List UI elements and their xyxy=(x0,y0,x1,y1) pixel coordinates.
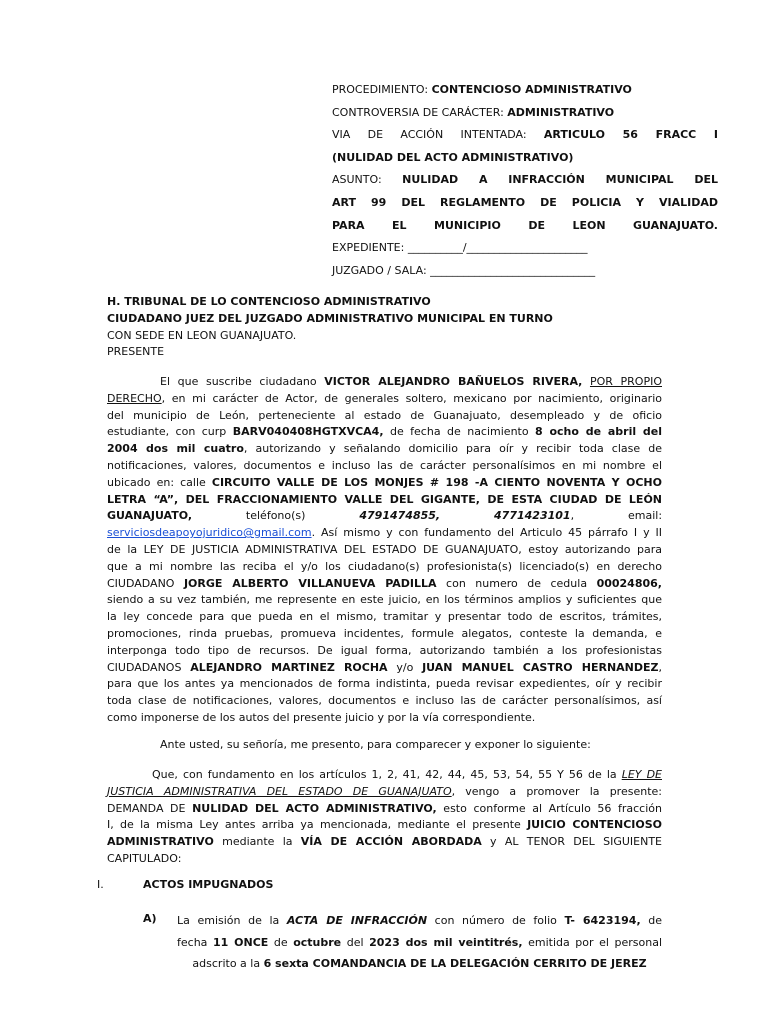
case-header xyxy=(332,79,718,282)
p1-line: toda clase de notificaciones, valores, documentos e incluso las de carácter personalísimos, así xyxy=(107,694,662,708)
court-line-3: CON SEDE EN LEON GUANAJUATO. xyxy=(107,328,297,342)
paragraph-appearance: Ante usted, su señoría, me presento, para comparecer y exponer lo siguiente: xyxy=(160,738,591,751)
section-title: ACTOS IMPUGNADOS xyxy=(143,878,274,891)
p3-line: Que, con fundamento en los artículos 1, 2, 41, 42, 44, 45, 53, 54, 55 Y 56 de la LEY DE xyxy=(152,768,662,781)
p1-line: del municipio de León, perteneciente al estado de Guanajuato, desempleado y de oficio xyxy=(107,408,662,422)
p1-line: que a mi nombre las reciba el y/o los ciudadano(s) profesionista(s) licenciado(s) en derecho xyxy=(107,559,662,573)
court-line-2: CIUDADANO JUEZ DEL JUZGADO ADMINISTRATIVO MUNICIPAL EN TURNO xyxy=(107,311,553,325)
p1-line: la ley concede para que pueda en el mismo, tramitar y presentar todo de escritos, trámites, xyxy=(107,610,662,624)
item-a-text xyxy=(177,910,662,975)
p3-line: DEMANDA DE NULIDAD DEL ACTO ADMINISTRATIVO, esto conforme al Artículo 56 fracción xyxy=(107,801,662,815)
expediente-line: EXPEDIENTE: __________/______________________ xyxy=(332,241,588,255)
item-a-line: adscrito a la 6 sexta COMANDANCIA DE LA DELEGACIÓN CERRITO DE JEREZ xyxy=(192,957,647,970)
court-line-4: PRESENTE xyxy=(107,345,165,359)
court-address xyxy=(107,294,667,361)
p1-line: notificaciones, valores, documentos e incluso las de carácter personalísimos en mi nombre el xyxy=(107,458,662,472)
p1-line: como imponerse de los autos del presente juicio y por la vía correspondiente. xyxy=(107,710,536,724)
p1-line: ubicado en: calle CIRCUITO VALLE DE LOS MONJES # 198 -A CIENTO NOVENTA Y OCHO xyxy=(107,475,662,489)
p1-line: para que los antes ya mencionados de forma indistinta, pueda revisar expedientes, oír y recibir xyxy=(107,677,662,691)
email-link[interactable]: serviciosdeapoyojuridico@gmail.com xyxy=(107,526,312,540)
procedimiento-line: PROCEDIMIENTO: CONTENCIOSO ADMINISTRATIVO xyxy=(332,83,632,96)
p1-line: CIUDADANOS ALEJANDRO MARTINEZ ROCHA y/o JUAN MANUEL CASTRO HERNANDEZ, xyxy=(107,660,662,674)
p1-line: interponga todo tipo de recursos. De igual forma, autorizando también a los profesionistas xyxy=(107,643,662,657)
via-line-2: (NULIDAD DEL ACTO ADMINISTRATIVO) xyxy=(332,150,574,164)
asunto-line-2: ART 99 DEL REGLAMENTO DE POLICIA Y VIALIDAD xyxy=(332,195,718,209)
p1-line: CIUDADANO JORGE ALBERTO VILLANUEVA PADILLA con numero de cedula 00024806, xyxy=(107,576,662,590)
p1-line: GUANAJUATO, teléfono(s) 4791474855, 4771423101, email: xyxy=(107,509,663,523)
paragraph-claim xyxy=(107,767,662,868)
p3-line: JUSTICIA ADMINISTRATIVA DEL ESTADO DE GUANAJUATO, vengo a promover la presente: xyxy=(107,784,662,798)
p1-line: de la LEY DE JUSTICIA ADMINISTRATIVA DEL ESTADO DE GUANAJUATO, estoy autorizando para xyxy=(107,542,662,556)
p3-line: ADMINISTRATIVO mediante la VÍA DE ACCIÓN ABORDADA y AL TENOR DEL SIGUIENTE xyxy=(107,835,662,849)
p1-line: 2004 dos mil cuatro, autorizando y señalando domicilio para oír y recibir toda clase de xyxy=(107,442,662,456)
p1-line: estudiante, con curp BARV040408HGTXVCA4, de fecha de nacimiento 8 ocho de abril del xyxy=(107,425,663,439)
p3-line: I, de la misma Ley antes arriba ya mencionada, mediante el presente JUICIO CONTENCIOSO xyxy=(107,818,662,832)
juzgado-line: JUZGADO / SALA: ______________________________ xyxy=(332,263,596,277)
p1-line: serviciosdeapoyojuridico@gmail.com. Así mismo y con fundamento del Articulo 45 párrafo I y II xyxy=(107,526,662,540)
section-number: I. xyxy=(97,878,104,891)
p1-line: siendo a su vez también, me represente en este juicio, en los términos amplios y suficientes que xyxy=(107,593,662,607)
p3-line: CAPITULADO: xyxy=(107,851,182,865)
asunto-line-3: PARA EL MUNICIPIO DE LEON GUANAJUATO. xyxy=(332,218,718,232)
item-a-marker: A) xyxy=(143,912,157,925)
item-a-line: La emisión de la ACTA DE INFRACCIÓN con número de folio T- 6423194, de xyxy=(177,914,662,927)
asunto-line-1: ASUNTO: NULIDAD A INFRACCIÓN MUNICIPAL DEL xyxy=(332,173,718,187)
p1-line: LETRA “A”, DEL FRACCIONAMIENTO VALLE DEL GIGANTE, DE ESTA CIUDAD DE LEÓN xyxy=(107,492,662,506)
via-line: VIA DE ACCIÓN INTENTADA: ARTICULO 56 FRACC I xyxy=(332,128,718,142)
p1-line: promociones, rinda pruebas, promueva incidentes, formule alegatos, conteste la demanda, e xyxy=(107,626,662,640)
court-line-1: H. TRIBUNAL DE LO CONTENCIOSO ADMINISTRATIVO xyxy=(107,295,431,308)
p1-line: DERECHO, en mi carácter de Actor, de generales soltero, mexicano por nacimiento, originario xyxy=(107,391,662,405)
paragraph-plaintiff xyxy=(107,374,662,727)
controversia-line: CONTROVERSIA DE CARÁCTER: ADMINISTRATIVO xyxy=(332,105,615,119)
item-a-line: fecha 11 ONCE de octubre del 2023 dos mil veintitrés, emitida por el personal xyxy=(177,935,663,949)
p1-line: El que suscribe ciudadano VICTOR ALEJANDRO BAÑUELOS RIVERA, POR PROPIO xyxy=(160,375,662,388)
